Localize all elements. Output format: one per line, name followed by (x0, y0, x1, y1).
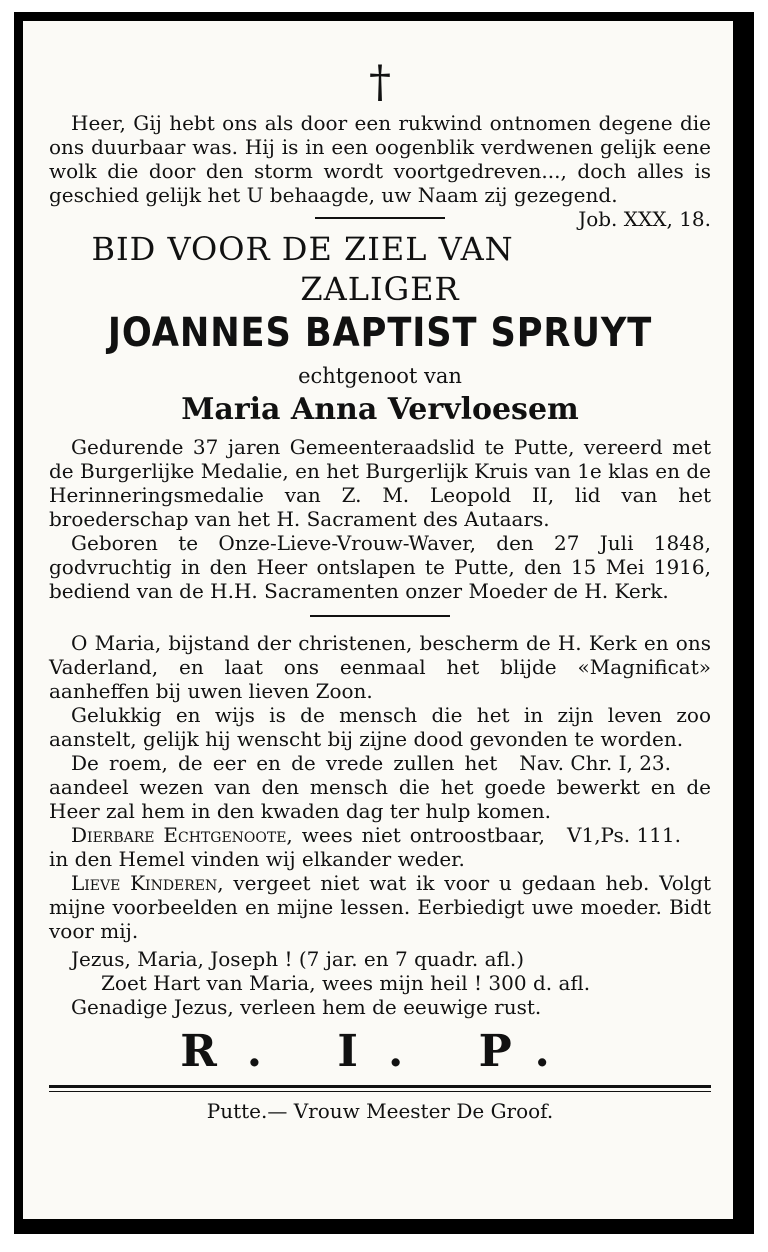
divider (49, 1091, 711, 1092)
bid-heading: BID VOOR DE ZIEL VAN ZALIGER (91, 230, 514, 308)
printer-imprint: Putte.— Vrouw Meester De Groof. (206, 1099, 554, 1123)
verse: O Maria, bijstand der christenen, bescherm de H. Kerk en ons Vaderland, en laat ons eenmaal het blijde «Magnificat» aanheffen bij uwen lieven Zoon. (49, 631, 711, 703)
bio-paragraph: Geboren te Onze-Lieve-Vrouw-Waver, den 27 Juli 1848, godvruchtig in den Heer ontslapen te Putte, den 15 Mei 1916, bediend van de H.H. Sacramenten onzer Moeder de H. Kerk. (49, 531, 711, 603)
divider (315, 217, 445, 219)
verse: Dierbare Echtgenoote, wees niet ontroostbaar, in den Hemel vinden wij elkander weder. (49, 823, 546, 871)
verse: Gelukkig en wijs is de mensch die het in zijn leven zoo aanstelt, gelijk hij wenscht bij zijne dood gevonden te worden. Nav. Chr. I, 23. (49, 703, 711, 775)
prayers (49, 947, 711, 1019)
opening-text: Heer, Gij hebt ons als door een rukwind ontnomen degene die ons duurbaar was. Hij is in een oogenblik verdwenen gelijk eene wolk die door den storm wordt voortgedreven..., doch alles is geschied gelijk het U behaagde, uw Naam zij gezegend. (49, 111, 711, 207)
opening-reference: Job. XXX, 18. (578, 207, 711, 231)
prayer-line: Jezus, Maria, Joseph ! (7 jar. en 7 quadr. afl.) (71, 947, 524, 971)
verse-reference: Nav. Chr. I, 23. (519, 751, 671, 775)
prayer-line: Genadige Jezus, verleen hem de eeuwige rust. (71, 995, 542, 1019)
divider (49, 1085, 711, 1088)
prayer-line: Zoet Hart van Maria, wees mijn heil ! 300 d. afl. (101, 971, 591, 995)
cross-icon: † (369, 57, 391, 108)
deceased-name: JOANNES BAPTIST SPRUYT (107, 310, 653, 356)
verse: De roem, de eer en de vrede zullen het aandeel wezen van den mensch die het goede bewerkt en de Heer zal hem in den kwaden dag ter hulp komen. V1,Ps. 111. (49, 751, 711, 847)
spouse-label: echtgenoot van (298, 364, 462, 388)
biography (49, 435, 711, 603)
memorial-card (20, 18, 736, 1222)
bio-paragraph: Gedurende 37 jaren Gemeenteraadslid te Putte, vereerd met de Burgerlijke Medalie, en het Burgerlijk Kruis van 1e klas en de Herinneringsmedalie van Z. M. Leopold II, lid van het broederschap van het H. Sacrament des Autaars. (49, 435, 711, 531)
verses (49, 631, 711, 943)
divider (310, 615, 450, 617)
opening-verse (49, 111, 711, 231)
spouse-name: Maria Anna Vervloesem (181, 392, 579, 427)
verse-reference: V1,Ps. 111. (567, 823, 681, 847)
verse: Lieve Kinderen, vergeet niet wat ik voor u gedaan heb. Volgt mijne voorbeelden en mijne lessen. Eerbiedigt uwe moeder. Bidt voor mij. (49, 871, 711, 943)
rip-heading: R. I. P. (180, 1026, 580, 1077)
